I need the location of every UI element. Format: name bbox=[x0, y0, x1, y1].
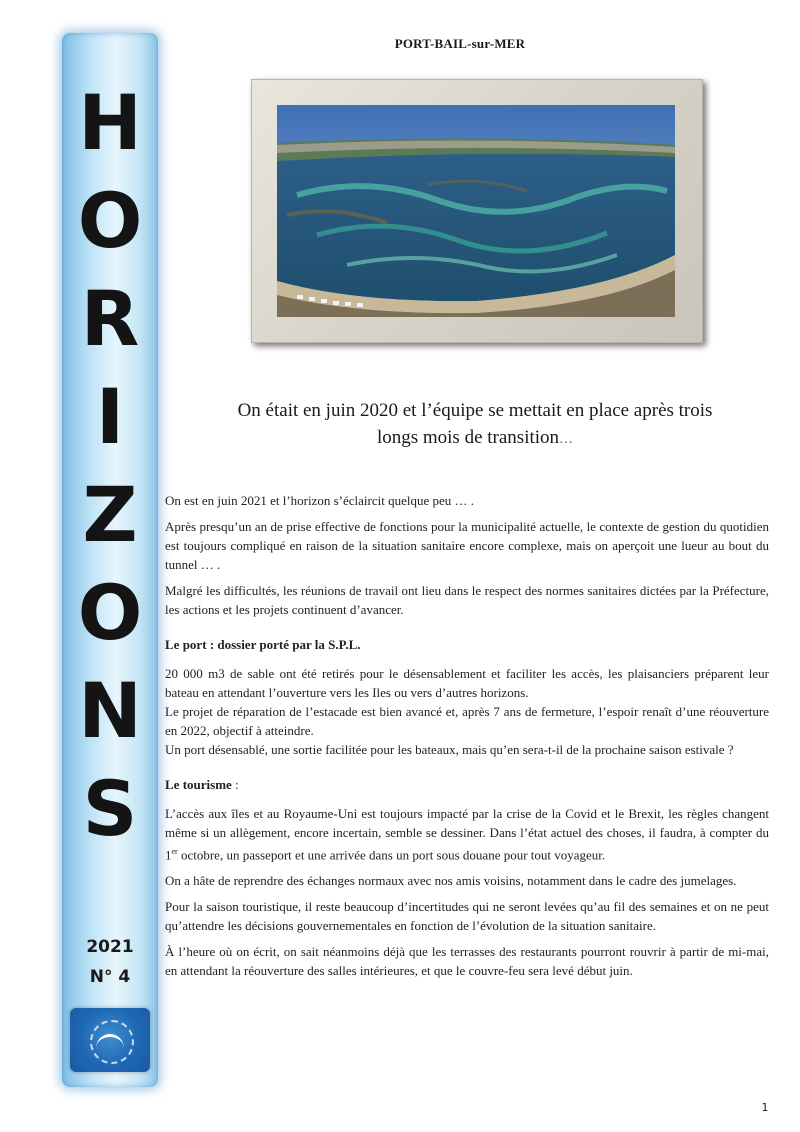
banner-letter-n: N bbox=[78, 666, 142, 755]
tourism-paragraph-1-start: L’accès aux îles et au Royaume-Uni est toujours impacté par la crise de la Covid et le Brexit, les règles changent même si un allègement, encore incertain, semble se dessiner. Dans l’état actuel des choses, il faudra, à compter du 1 bbox=[165, 806, 769, 863]
port-paragraph-2: Le projet de réparation de l’estacade est bien avancé et, après 7 ans de fermeture, l’espoir renaît d’une réouverture en 2022, objectif à atteindre. bbox=[165, 704, 769, 738]
port-paragraph-3: Un port désensablé, une sortie facilitée pour les bateaux, mais qu’en sera-t-il de la prochaine saison estivale ? bbox=[165, 742, 734, 757]
banner-letter-z: Z bbox=[82, 470, 138, 559]
tourism-heading-colon: : bbox=[231, 777, 239, 792]
tourism-section-heading bbox=[165, 775, 769, 794]
headline-line-2: longs mois de transition bbox=[376, 427, 560, 448]
headline-ellipsis: … bbox=[559, 432, 574, 447]
photo-frame bbox=[251, 79, 703, 343]
issue-year: 2021 bbox=[86, 937, 134, 957]
headline-line-1: On était en juin 2020 et l’équipe se mettait en place après trois bbox=[237, 400, 713, 421]
ordinal-superscript: er bbox=[171, 847, 178, 856]
banner-letter-i: I bbox=[95, 372, 125, 461]
page-number: 1 bbox=[761, 1101, 769, 1114]
banner-letter-o2: O bbox=[77, 568, 143, 657]
tourism-paragraph-1 bbox=[165, 804, 769, 864]
port-paragraph-1: 20 000 m3 de sable ont été retirés pour le désensablement et faciliter les accès, les plaisanciers préparent leur bateau en attendant l’ouverture vers les Iles ou vers d’autres horizons. bbox=[165, 666, 769, 700]
tourism-paragraph-3: Pour la saison touristique, il reste beaucoup d’incertitudes qui ne seront levées qu’au fil des semaines et on ne peut qu’attendre les décisions gouvernementales en fonction de l’évolution de la situation sanitaire. bbox=[165, 899, 769, 934]
town-name: PORT-BAIL-sur-MER bbox=[394, 36, 526, 51]
intro-paragraph-3: Malgré les difficultés, les réunions de travail ont lieu dans le respect des normes sanitaires dictées par la Préfecture, les actions et les projets continuent d’avancer. bbox=[165, 583, 769, 617]
lead-headline bbox=[175, 397, 775, 453]
intro-paragraph-2: Après presqu’un an de prise effective de fonctions pour la municipalité actuelle, le contexte de gestion du quotidien est toujours compliqué en raison de la situation sanitaire encore complexe, mais on aperçoit une lueur au bout du tunnel … . bbox=[165, 519, 769, 572]
article-body bbox=[165, 491, 769, 987]
harbour-photo-illustration bbox=[277, 105, 675, 317]
tourism-heading-label: Le tourisme bbox=[165, 777, 232, 792]
pavillon-bleu-logo-icon bbox=[70, 1008, 150, 1072]
tourism-paragraph-1-end: octobre, un passeport et une arrivée dans un port sous douane pour tout voyageur. bbox=[177, 847, 606, 863]
banner-letter-o: O bbox=[77, 176, 143, 265]
banner-letter-r: R bbox=[80, 274, 140, 363]
banner-letter-h: H bbox=[78, 78, 142, 167]
intro-paragraph-1: On est en juin 2021 et l’horizon s’éclaircit quelque peu … . bbox=[165, 493, 475, 508]
banner-letter-s: S bbox=[82, 764, 138, 853]
tourism-paragraph-4: À l’heure où on écrit, on sait néanmoins déjà que les terrasses des restaurants pourront rouvrir à partir de mi-mai, en attendant la réouverture des salles intérieures, et que le couvre-feu sera levé début juin. bbox=[165, 944, 769, 979]
tourism-paragraph-2: On a hâte de reprendre des échanges normaux avec nos amis voisins, notamment dans le cadre des jumelages. bbox=[165, 873, 737, 889]
issue-number: N° 4 bbox=[89, 967, 131, 987]
port-section-heading: Le port : dossier porté par la S.P.L. bbox=[165, 637, 361, 652]
harbour-aerial-photo bbox=[277, 105, 675, 317]
title-banner bbox=[62, 33, 158, 1087]
